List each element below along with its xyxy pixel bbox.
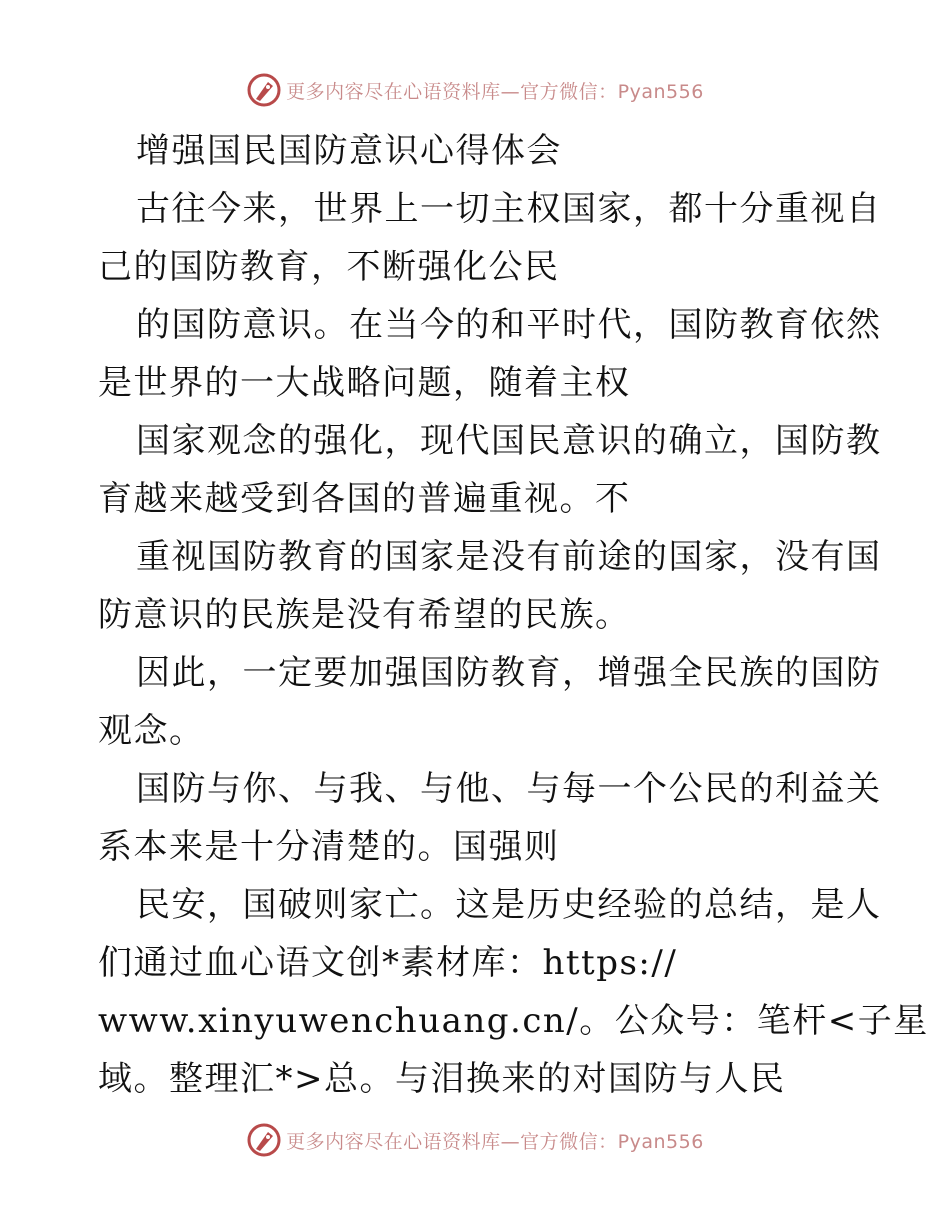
pen-nib-logo-icon [246, 72, 282, 108]
paragraph-line-url: www.xinyuwenchuang.cn/。公众号：笔杆<子星 [98, 1001, 929, 1041]
paragraph-line: 防意识的民族是没有希望的民族。 [98, 595, 631, 635]
paragraph-line: 国家观念的强化，现代国民意识的确立，国防教 [136, 421, 882, 461]
footer-banner [0, 1120, 950, 1160]
footer-banner-text: 更多内容尽在心语资料库—官方微信：Pyan556 [286, 1130, 704, 1153]
header-banner-content [246, 70, 704, 110]
document-body [98, 122, 929, 1108]
paragraph-line: 民安，国破则家亡。这是历史经验的总结，是人 [136, 885, 882, 925]
paragraph-line: 观念。 [98, 711, 205, 751]
paragraph-line: 国防与你、与我、与他、与每一个公民的利益关 [136, 769, 882, 809]
paragraph-line: 系本来是十分清楚的。国强则 [98, 827, 560, 867]
paragraph-line: 重视国防教育的国家是没有前途的国家，没有国 [136, 537, 882, 577]
paragraph-line: 育越来越受到各国的普遍重视。不 [98, 479, 631, 519]
footer-banner-content [246, 1120, 704, 1160]
paragraph-line: 古往今来，世界上一切主权国家，都十分重视自 [136, 189, 882, 229]
header-banner [0, 70, 950, 110]
paragraph-line: 是世界的一大战略问题，随着主权 [98, 363, 631, 403]
document-title: 增强国民国防意识心得体会 [136, 131, 562, 171]
paragraph-line: 的国防意识。在当今的和平时代，国防教育依然 [136, 305, 882, 345]
paragraph-line: 因此，一定要加强国防教育，增强全民族的国防 [136, 653, 882, 693]
pen-nib-logo-icon [246, 1122, 282, 1158]
header-banner-text: 更多内容尽在心语资料库—官方微信：Pyan556 [286, 80, 704, 103]
paragraph-line: 们通过血心语文创*素材库：https:// [98, 943, 678, 983]
paragraph-line: 己的国防教育，不断强化公民 [98, 247, 560, 287]
paragraph-line: 域。整理汇*>总。与泪换来的对国防与人民 [98, 1059, 786, 1099]
